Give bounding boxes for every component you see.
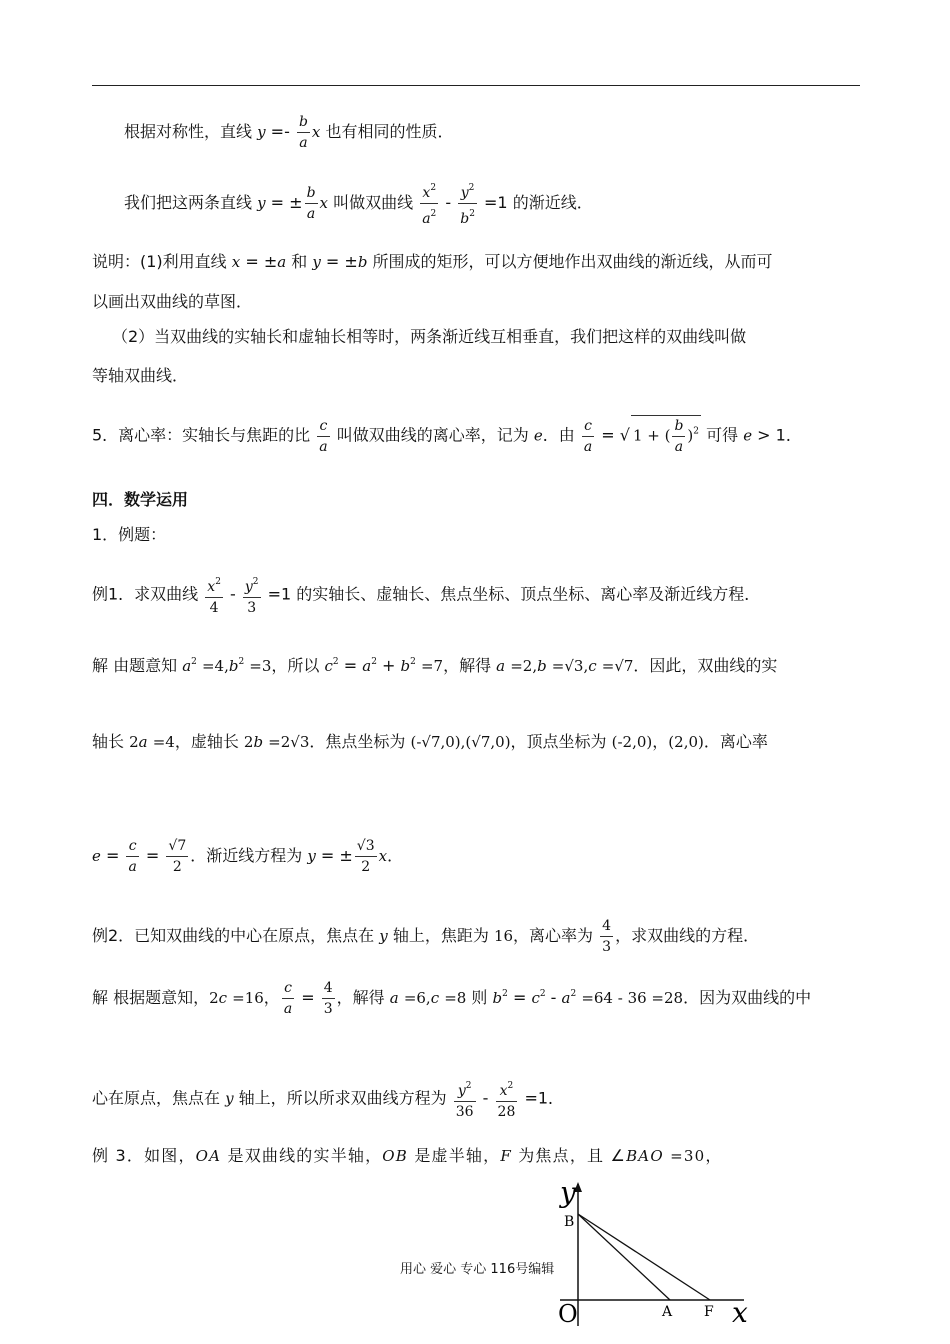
example-1: 例1．求双曲线 $\frac{x^2}{4}$ - $\frac{y^2}{3}$ =1 的实轴长、虚轴长、焦点坐标、顶点坐标、离心率及渐近线方程． <box>92 572 862 618</box>
point-F-label: F <box>704 1304 714 1320</box>
paragraph-note-1b: 以画出双曲线的草图． <box>92 292 253 311</box>
solution-1-line-1: 解 由题意知 $a^2 =4,b^2 =3$，所以 $c^2 = a^2 + b^2 =7$，解得 a =2,b =√3,c =√7．因此，双曲线的实 <box>92 656 778 675</box>
header-rule <box>92 85 860 86</box>
point-A-label: A <box>662 1304 673 1320</box>
example-3: 例 3．如图，OA 是双曲线的实半轴，OB 是虚半轴，F 为焦点，且 ∠BAO =30， <box>92 1146 723 1165</box>
x-axis-label: x <box>732 1296 748 1329</box>
subsection-heading: 1．例题： <box>92 525 167 544</box>
paragraph-note-1: 说明：(1)利用直线 x = ±a 和 y = ±b 所围成的矩形，可以方便地作出双曲线的渐近线，从而可 <box>92 252 773 271</box>
segment-BF <box>578 1214 710 1300</box>
hyperbola-figure <box>520 1176 770 1340</box>
solution-2-line-2: 心在原点，焦点在 y 轴上，所以所求双曲线方程为 $\frac{y^2}{36}$ - $\frac{x^2}{28}$ =1． <box>92 1076 862 1122</box>
solution-1-line-3: e = $\frac{c}{a}$ = $\frac{√7}{2}$ ．渐近线方程为 y = ± $\frac{√3}{2}$ x． <box>92 838 404 875</box>
paragraph-note-2: （2）当双曲线的实轴长和虚轴长相等时，两条渐近线互相垂直，我们把这样的双曲线叫做 <box>112 327 747 346</box>
page-footer: 用心 爱心 专心 116号编辑 <box>400 1262 555 1277</box>
segment-BA <box>578 1214 670 1300</box>
y-axis-label: y <box>560 1176 576 1209</box>
paragraph-eccentricity: 5．离心率：实轴长与焦距的比 $\frac{c}{a}$ 叫做双曲线的离心率，记为 e．由 $\frac{c}{a}$ = √ 1 + ( $\frac{b}{a}$ )$^2$ 可得 e > 1． <box>92 415 862 457</box>
paragraph-note-2b: 等轴双曲线． <box>92 366 189 385</box>
solution-2-line-1: 解 根据题意知，2c =16， $\frac{c}{a}$ = $\frac{4}{3}$ ，解得 a =6,c =8 则 $b^2 = c^2 - a^2 =64 - 36 =28$．因为双曲线的中 <box>92 980 812 1017</box>
point-B-label: B <box>564 1214 575 1230</box>
paragraph-symmetry: 根据对称性，直线 y =- $\frac{b}{a}$ x 也有相同的性质． <box>124 114 454 151</box>
section-heading: 四．数学运用 <box>92 490 189 509</box>
origin-label: O <box>558 1300 578 1328</box>
paragraph-asymptote-def: 我们把这两条直线 y = ± $\frac{b}{a}$ x 叫做双曲线 $\frac{x^2}{a^2}$ - $\frac{y^2}{b^2}$ =1 的渐近线． <box>124 178 894 229</box>
example-2: 例2．已知双曲线的中心在原点，焦点在 y 轴上，焦距为 16，离心率为 $\frac{4}{3}$ ，求双曲线的方程． <box>92 918 760 955</box>
solution-1-line-2: 轴长 2a =4，虚轴长 2b =2√3．焦点坐标为 (-√7,0),(√7,0)，顶点坐标为 (-2,0)，(2,0)．离心率 <box>92 732 768 751</box>
